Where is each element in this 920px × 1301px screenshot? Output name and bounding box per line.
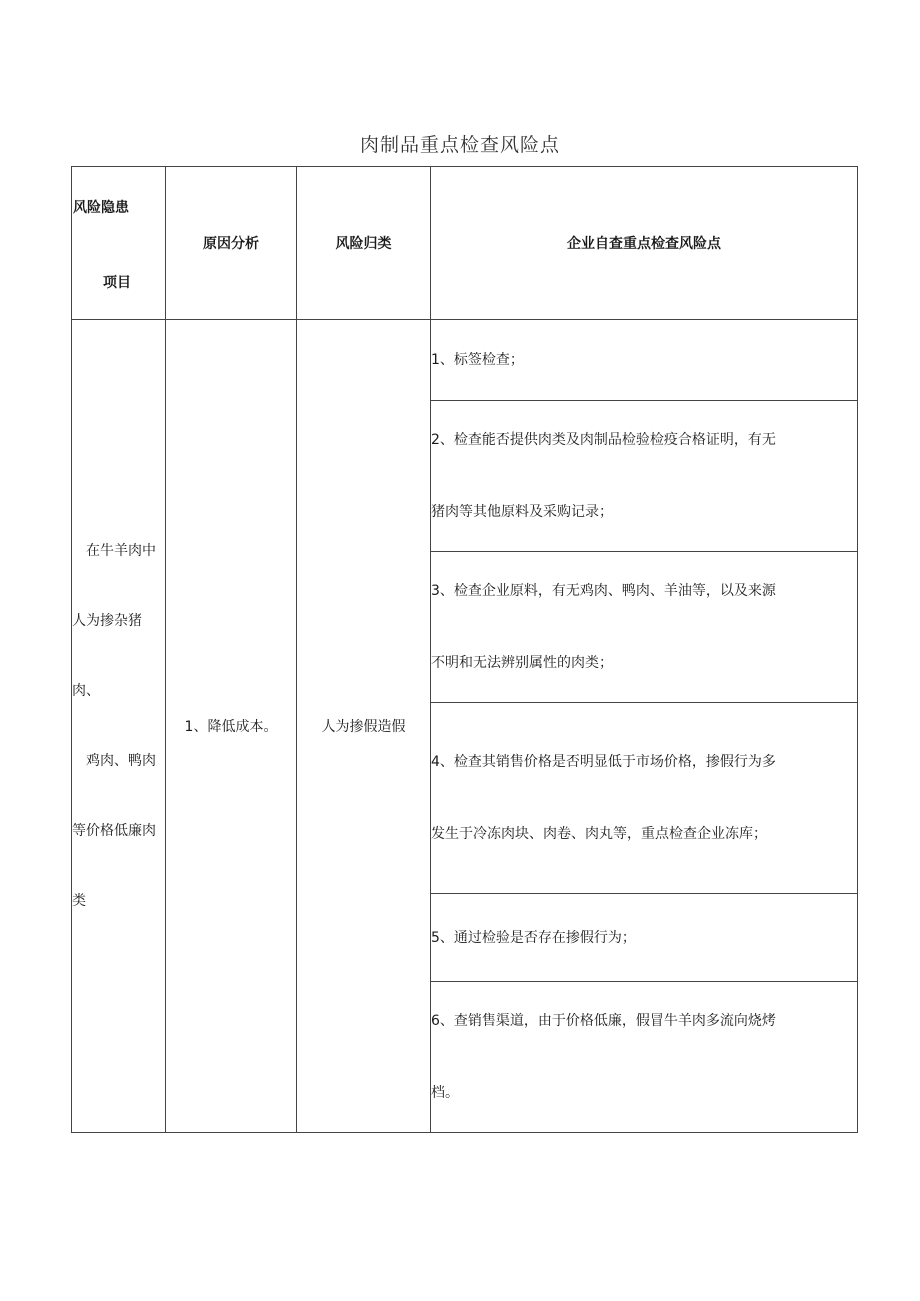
checkpoint-cell — [431, 982, 858, 1133]
checkpoint-line: 3、检查企业原料，有无鸡肉、鸭肉、羊油等，以及来源 — [431, 583, 776, 599]
risk-item-cell — [72, 320, 166, 1133]
risk-table — [71, 166, 858, 1133]
table-header-row — [72, 167, 858, 320]
checkpoint-line: 4、检查其销售价格是否明显低于市场价格，掺假行为多 — [431, 754, 776, 770]
header-risk-item-line1: 风险隐患 — [73, 200, 129, 216]
table-row — [72, 320, 858, 401]
risk-item-line: 类 — [72, 893, 86, 909]
checkpoint-line: 1、标签检查； — [431, 352, 524, 368]
header-risk-category: 风险归类 — [297, 167, 431, 320]
checkpoint-cell — [431, 320, 858, 401]
checkpoint-cell — [431, 703, 858, 894]
cause-cell: 1、降低成本。 — [166, 320, 297, 1133]
checkpoint-line: 发生于冷冻肉块、肉卷、肉丸等，重点检查企业冻库； — [431, 826, 767, 842]
checkpoint-line: 不明和无法辨别属性的肉类； — [431, 655, 613, 671]
risk-item-line: 鸡肉、鸭肉 — [72, 753, 156, 769]
checkpoint-cell — [431, 894, 858, 982]
checkpoint-cell — [431, 552, 858, 703]
category-cell: 人为掺假造假 — [297, 320, 431, 1133]
risk-item-line: 人为掺杂猪 — [72, 613, 142, 629]
risk-item-line: 肉、 — [72, 683, 100, 699]
checkpoint-cell — [431, 401, 858, 552]
checkpoint-line: 2、检查能否提供肉类及肉制品检验检疫合格证明，有无 — [431, 432, 776, 448]
header-risk-item-line2: 项目 — [103, 275, 131, 291]
header-cause-analysis: 原因分析 — [166, 167, 297, 320]
checkpoint-line: 6、查销售渠道，由于价格低廉，假冒牛羊肉多流向烧烤 — [431, 1013, 776, 1029]
checkpoint-line: 档。 — [431, 1085, 459, 1101]
checkpoint-line: 5、通过检验是否存在掺假行为； — [431, 929, 636, 946]
header-self-check-points: 企业自查重点检查风险点 — [431, 167, 858, 320]
checkpoint-line: 猪肉等其他原料及采购记录； — [431, 504, 613, 520]
header-risk-item — [72, 167, 166, 320]
risk-item-line: 等价格低廉肉 — [72, 823, 156, 839]
risk-item-line: 在牛羊肉中 — [72, 543, 156, 559]
page-title: 肉制品重点检查风险点 — [359, 134, 560, 156]
